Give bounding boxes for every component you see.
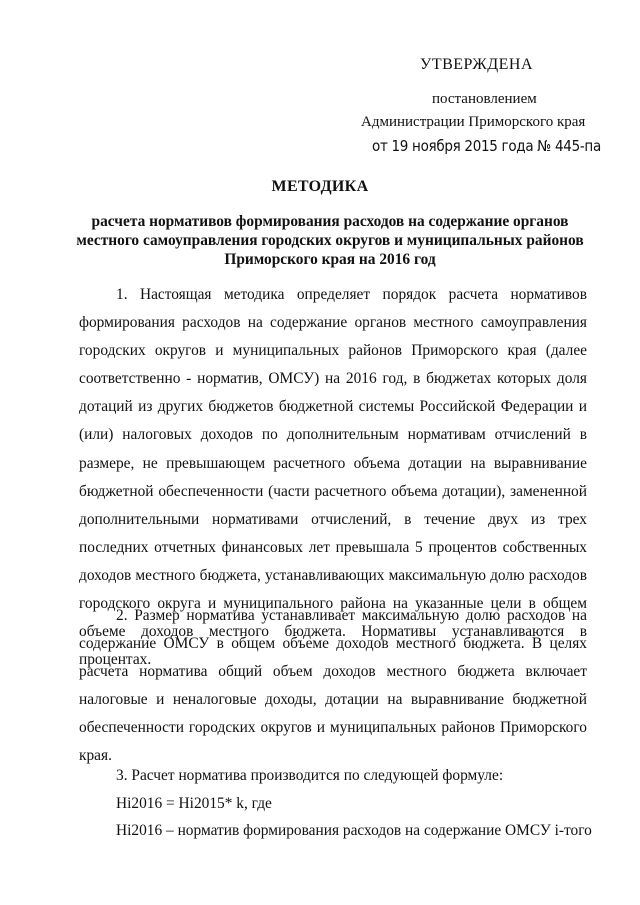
paragraph-2 xyxy=(79,602,587,771)
approved-label: УТВЕРЖДЕНА xyxy=(420,56,534,73)
document-title: МЕТОДИКА xyxy=(271,178,369,195)
document-subtitle: расчета нормативов формирования расходов на содержание органов местного самоуправления городских округов и муниципальных районов Приморского края на 2016 год xyxy=(76,213,584,268)
approving-authority: Администрации Приморского края xyxy=(361,114,586,130)
approval-date-number: от 19 ноября 2015 года № 445-па xyxy=(372,137,601,155)
approved-by-label: постановлением xyxy=(432,91,537,107)
paragraph-1-text: 1. Настоящая методика определяет порядок расчета нормативов формирования расходов на содержание органов местного самоуправления городских округов и муниципальных районов Приморского края (далее соответственно - норматив, ОМСУ) на 2016 год, в бюджетах которых доля дотаций из других бюджетов бюджетной системы Российской Федерации и (или) налоговых доходов по дополнительным нормативам отчислений в размере, не превышающем расчетного объема дотации на выравнивание бюджетной обеспеченности (части расчетного объема дотации), замененной дополнительными нормативами отчислений, в течение двух из трех последних отчетных финансовых лет превышала 5 процентов собственных доходов местного бюджета, устанавливающих максимальную долю расходов городского округа и муниципального района на указанные цели в общем объеме доходов местного бюджета. Нормативы устанавливаются в процентах. xyxy=(79,286,587,669)
formula-text: Нi2016 = Нi2015* k, где xyxy=(116,795,272,812)
paragraph-3 xyxy=(79,762,587,790)
paragraph-2-text: 2. Размер норматива устанавливает максимальную долю расходов на содержание ОМСУ в общем объеме доходов местного бюджета. В целях расчета норматива общий объем доходов местного бюджета включает налоговые и неналоговые доходы, дотации на выравнивание бюджетной обеспеченности городских округов и муниципальных районов Приморского края. xyxy=(79,607,587,765)
paragraph-3-text: 3. Расчет норматива производится по следующей формуле: xyxy=(116,767,504,784)
formula-definition xyxy=(79,817,592,845)
formula-definition-text: Нi2016 – норматив формирования расходов на содержание ОМСУ i-того xyxy=(116,822,592,839)
formula-line xyxy=(79,790,587,818)
